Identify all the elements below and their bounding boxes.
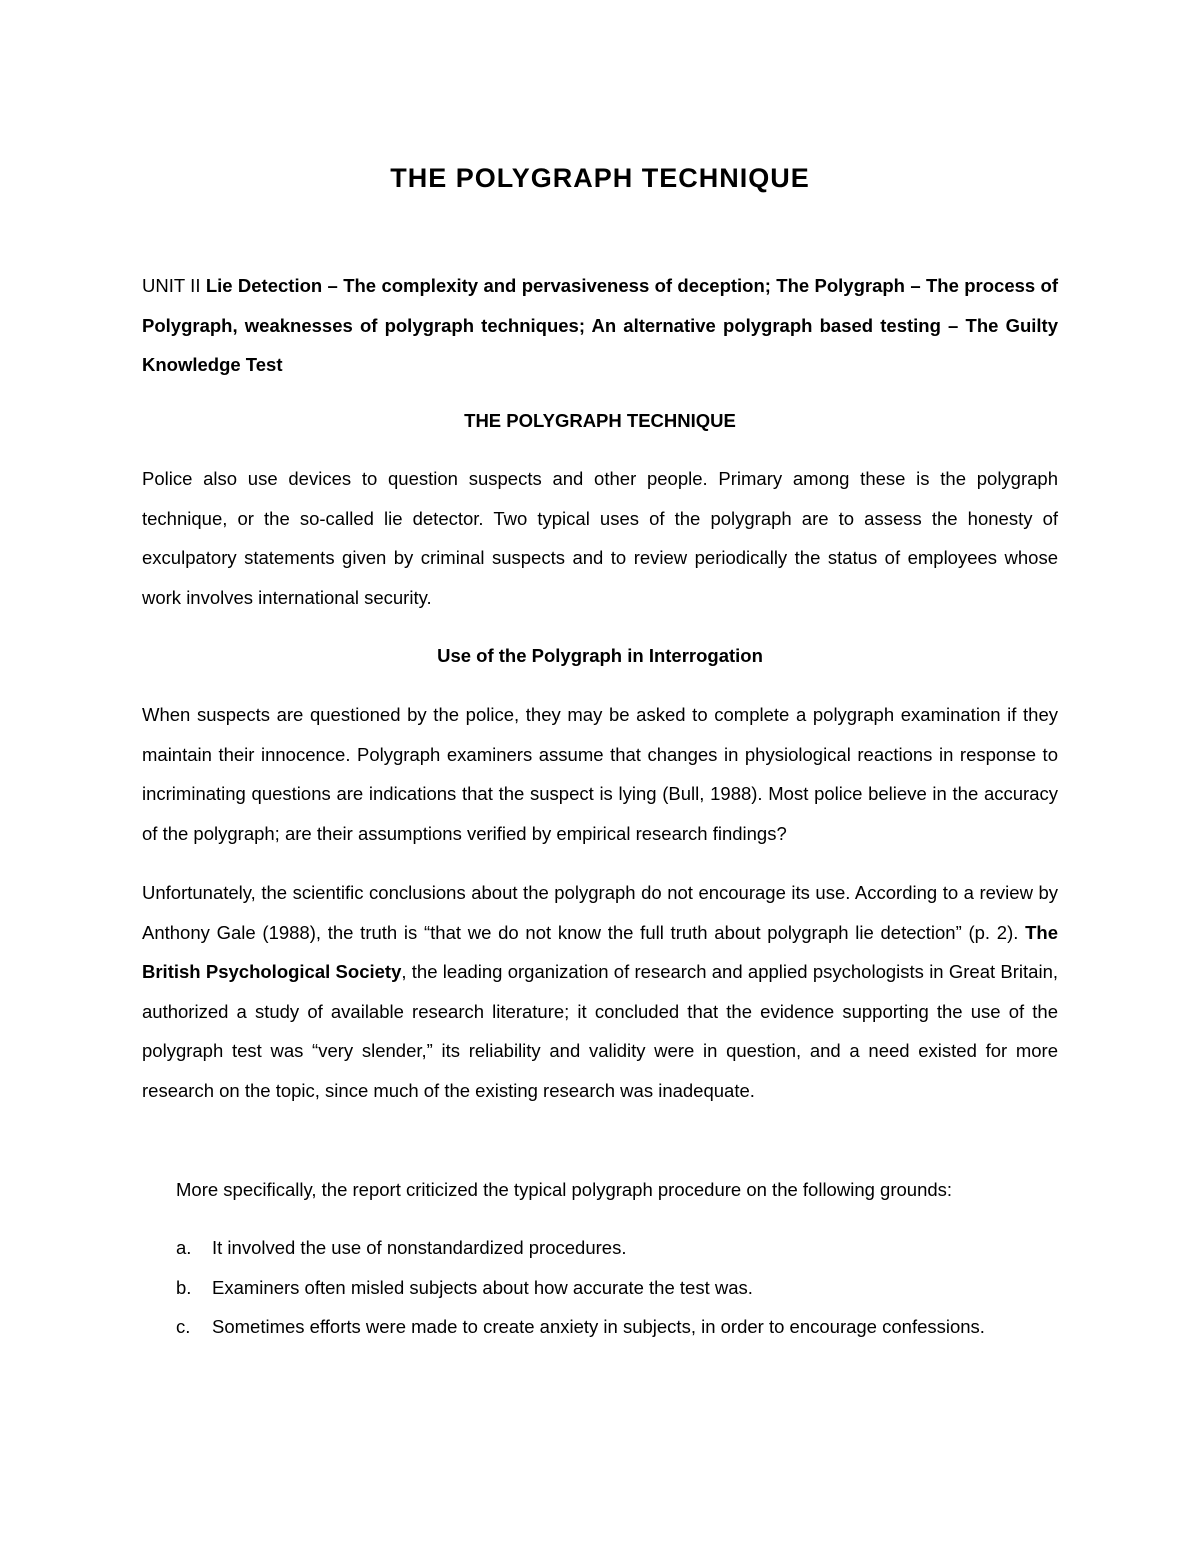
list-marker: b. — [176, 1276, 192, 1298]
paragraph-findings — [142, 873, 1058, 1110]
findings-bold-society: The British Psychological Society — [142, 921, 1058, 982]
list-item-text: Sometimes efforts were made to create anxiety in subjects, in order to encourage confessions. — [212, 1316, 985, 1337]
list-item-text: Examiners often misled subjects about how accurate the test was. — [212, 1276, 753, 1298]
section-heading: THE POLYGRAPH TECHNIQUE — [464, 410, 736, 431]
list-marker: c. — [176, 1316, 191, 1337]
subheading-interrogation: Use of the Polygraph in Interrogation — [437, 645, 763, 666]
paragraph-intro: Police also use devices to question suspects and other people. Primary among these is the polygraph technique, or the so-called lie detector. Two typical uses of the polygraph are to assess the honesty of exculpatory statements given by criminal suspects and to review periodically the status of employees whose work involves international security. — [142, 468, 1058, 608]
paragraph-interrogation: When suspects are questioned by the police, they may be asked to complete a polygraph examination if they maintain their innocence. Polygraph examiners assume that changes in physiological reactions in response to incriminating questions are indications that the suspect is lying (Bull, 1988). Most police believe in the accuracy of the polygraph; are their assumptions verified by empirical research findings? — [142, 704, 1058, 844]
document-page — [142, 0, 1058, 1553]
list-intro: More specifically, the report criticized the typical polygraph procedure on the following grounds: — [176, 1179, 953, 1200]
list-item-text: It involved the use of nonstandardized procedures. — [212, 1237, 627, 1258]
list-item — [176, 1316, 1058, 1356]
document-title: THE POLYGRAPH TECHNIQUE — [390, 163, 810, 193]
findings-text-end: , the leading organization of research and applied psychologists in Great Britain, authorized a study of available research literature; it concluded that the evidence supporting the use of the polygraph test was “very slender,” its reliability and validity were in question, and a need existed for more research on the topic, since much of the existing research was inadequate. — [142, 961, 1058, 1101]
criticism-list — [176, 1237, 1058, 1356]
unit-topics: Lie Detection – The complexity and pervasiveness of deception; The Polygraph – The process of Polygraph, weaknesses of polygraph techniques; An alternative polygraph based testing – The Guilty Knowledge Test — [142, 275, 1059, 375]
list-item — [176, 1277, 1058, 1317]
unit-label: UNIT II — [142, 275, 206, 296]
findings-text-start: Unfortunately, the scientific conclusions about the polygraph do not encourage its use. According to a review by Anthony Gale (1988), the truth is “that we do not know the full truth about polygraph lie detection” (p. 2). — [142, 882, 1058, 943]
list-item — [176, 1237, 1058, 1277]
list-marker: a. — [176, 1237, 192, 1258]
unit-summary — [142, 266, 1058, 385]
